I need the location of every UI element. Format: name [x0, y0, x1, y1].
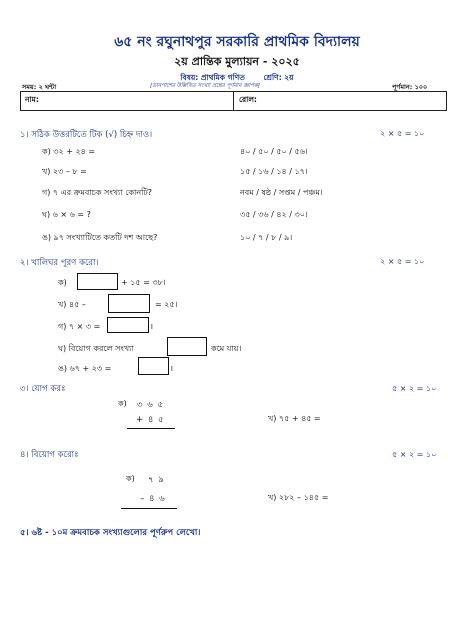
q1-heading: ১। সঠিক উত্তরটিতে টিক (√) চিহ্ন দাও।: [20, 130, 153, 140]
q1-marks: ২ × ৫ = ১০: [380, 129, 425, 138]
q2-item-ng-rest: ।: [170, 364, 174, 373]
q1-item-options: ৪০ / ৫০ / ৫০ / ৫৬।: [240, 147, 308, 156]
q3-k-label: ক): [118, 399, 127, 408]
q5-heading: ৫। ৬ষ্ট - ১০ম ক্রমবাচক সংখ্যাগুলোর পূর্ণরুপ লেখো।: [20, 528, 201, 538]
school-name: ৬৫ নং রঘুনাথপুর সরকারি প্রাথমিক বিদ্যালয়: [114, 34, 360, 50]
answer-blank-box[interactable]: [167, 337, 207, 356]
q2-item-gh-rest: কমে যায়।: [211, 344, 242, 353]
q4-bottom-number: – ৪ ৬: [140, 494, 166, 504]
q2-item-k-rest: + ১৫ = ৩৮।: [121, 278, 166, 287]
q1-item-question: ঙ) ৯৭ সংখ্যাটিতে কতটি দশ আছে?: [42, 233, 158, 242]
instruction-note: [ডানপাশের উল্লিখিত সংখ্যা প্রশ্নের পূর্ণমান জ্ঞাপক]: [150, 83, 260, 89]
q4-kh: খ) ২৮২ – ১৪৫ =: [268, 493, 329, 502]
exam-title: ২য় প্রান্তিক মুল্যায়ন - ২০২৫: [174, 55, 300, 68]
difference-line: [121, 508, 177, 509]
q3-heading: ৩। যোগ করঃ: [20, 384, 66, 394]
answer-blank-box[interactable]: [138, 357, 169, 375]
q4-marks: ৫ × ২ = ১০: [392, 450, 437, 459]
q3-top-number: ৩ ৬ ৫: [137, 400, 164, 410]
q1-item-question: গ) ৭ এর ক্রমবাচক সংখ্যা কোনটি?: [42, 188, 153, 197]
q2-item-ng-label: ঙ) ৬৭ + ২৩ =: [58, 364, 112, 373]
answer-blank-box[interactable]: [108, 294, 150, 313]
time-label: সময়: ২ ঘন্টা: [22, 83, 57, 91]
q4-top-number: ৭ ৯: [148, 475, 165, 485]
q1-item-options: ১৫ / ১৬ / ১৪ / ১৭।: [240, 167, 308, 176]
q2-item-k-label: ক): [58, 278, 67, 287]
q1-item-question: ঘ) ৬ × ৬ = ?: [42, 210, 91, 219]
q2-marks: ২ × ৫ = ১০: [380, 257, 425, 266]
q3-kh: খ) ৭৫ + ৪৫ =: [268, 414, 321, 423]
q2-item-kh-label: খ) ৪৫ –: [58, 300, 86, 309]
q2-item-g-label: গ) ৭ × ৩ =: [58, 322, 101, 331]
class-label: শ্রেণি: ২য়: [263, 73, 294, 82]
full-marks-label: পূর্ণমান: ১০০: [392, 83, 428, 91]
q1-item-options: নবম / ষষ্ঠ / সপ্তম / পঞ্চম।: [240, 188, 323, 197]
roll-label: রোল:: [239, 95, 257, 104]
q4-heading: ৪। বিয়োগ করোঃ: [20, 450, 79, 460]
q2-item-gh-label: ঘ) বিয়োগ করলে সংখ্যা: [58, 344, 134, 353]
q3-marks: ৫ × ২ = ১০: [392, 384, 437, 393]
q1-item-question: খ) ২৩ – ৮ =: [42, 167, 87, 176]
q1-item-options: ১০ / ৭ / ৮ / ৯।: [240, 233, 293, 242]
name-label: নাম:: [25, 95, 39, 104]
q4-k-label: ক): [126, 474, 135, 483]
student-info-box: [20, 91, 447, 111]
sum-line: [127, 428, 175, 429]
q2-item-kh-rest: = ২৫।: [155, 300, 178, 309]
box-divider: [233, 92, 234, 110]
answer-blank-box[interactable]: [107, 317, 149, 333]
q2-item-g-rest: ।: [150, 322, 154, 331]
q1-item-question: ক) ৩২ + ২৪ =: [42, 147, 96, 156]
subject-label: বিষয়: প্রাথমিক গণিত: [180, 73, 245, 82]
q2-heading: ২। খালিঘর পূরণ করো।: [20, 258, 99, 268]
answer-blank-box[interactable]: [77, 273, 118, 290]
q1-item-options: ৩৫ / ৩৬ / ৪২ / ৩০।: [240, 210, 308, 219]
q3-bottom-number: + ৪ ৫: [136, 415, 165, 425]
